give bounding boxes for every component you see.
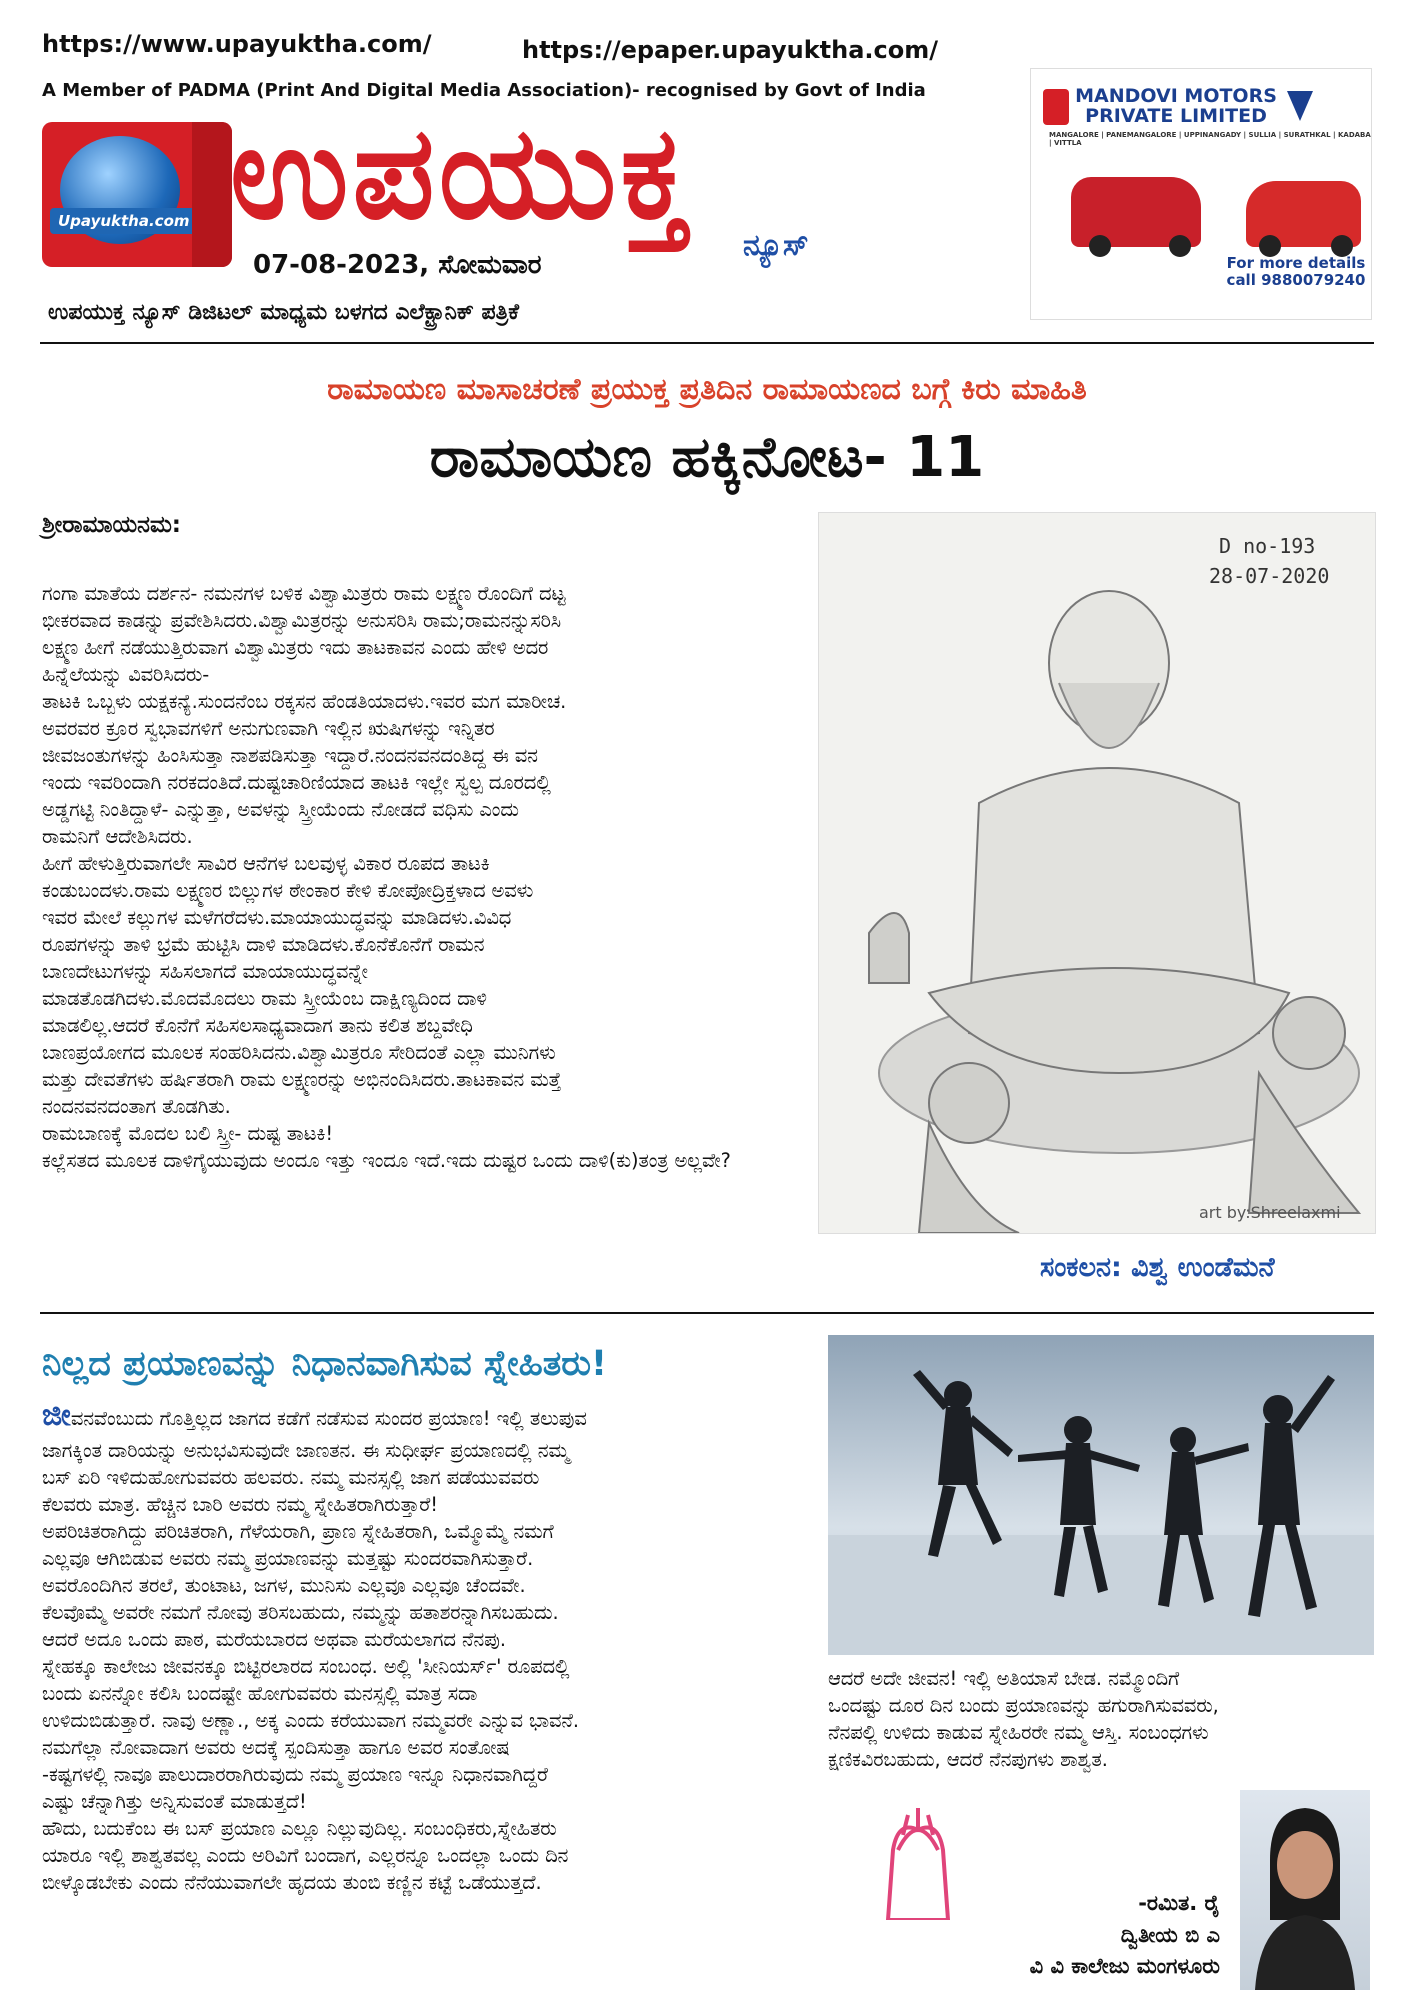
article2-closing — [828, 1665, 1374, 1773]
drop-cap: ಜೀ — [42, 1398, 71, 1433]
body-line: ತಾಟಕಿ ಒಬ್ಬಳು ಯಕ್ಷಕನ್ಯೆ.ಸುಂದನೆಂಬ ರಕ್ಕಸನ ಹೆಂಡತಿಯಾದಳು.ಇವರ ಮಗ ಮಾರೀಚ. — [42, 690, 567, 714]
body-line: ಸ್ನೇಹಕ್ಕೂ ಕಾಲೇಜು ಜೀವನಕ್ಕೂ ಬಿಟ್ಟಿರಲಾರದ ಸಂಬಂಧ. ಅಲ್ಲಿ 'ಸೀನಿಯರ್ಸ್' ರೂಪದಲ್ಲಿ — [42, 1655, 570, 1679]
website-link[interactable]: https://www.upayuktha.com/ — [42, 30, 432, 58]
header-divider — [40, 342, 1374, 344]
ad-branches: MANGALORE | PANEMANGALORE | UPPINANGADY | SULLIA | SURATHKAL | KADABA | VITTLA — [1049, 131, 1371, 147]
body-line: ಆದರೆ ಅದೂ ಒಂದು ಪಾಠ, ಮರೆಯಬಾರದ ಅಥವಾ ಮರೆಯಲಾಗದ ನೆನಪು. — [42, 1628, 506, 1652]
issue-date: 07-08-2023, ಸೋಮವಾರ — [253, 250, 542, 280]
body-line: ಅವರವರ ಕ್ರೂರ ಸ್ವಭಾವಗಳಿಗೆ ಅನುಗುಣವಾಗಿ ಇಲ್ಲಿನ ಋಷಿಗಳನ್ನು ಇನ್ನಿತರ — [42, 717, 495, 741]
body-line: ರೂಪಗಳನ್ನು ತಾಳಿ ಭ್ರಮೆ ಹುಟ್ಟಿಸಿ ದಾಳಿ ಮಾಡಿದಳು.ಕೊನೆಕೊನೆಗೆ ರಾಮನ — [42, 933, 485, 957]
body-line: ಹೌದು, ಬದುಕೆಂಬ ಈ ಬಸ್ ಪ್ರಯಾಣ ಎಲ್ಲೂ ನಿಲ್ಲುವುದಿಲ್ಲ. ಸಂಬಂಧಿಕರು,ಸ್ನೇಹಿತರು — [42, 1817, 557, 1841]
body-line: ನಂದನವನದಂತಾಗ ತೊಡಗಿತು. — [42, 1095, 231, 1119]
sage-sketch-image — [818, 512, 1376, 1234]
article2-body — [42, 1395, 817, 1896]
advertisement[interactable] — [1030, 68, 1372, 320]
body-line: ರಾಮನಿಗೆ ಆದೇಶಿಸಿದರು. — [42, 825, 193, 849]
body-line: ಉಳಿದುಬಿಡುತ್ತಾರೆ. ನಾವು ಅಣ್ಣಾ., ಅಕ್ಕ ಎಂದು ಕರೆಯುವಾಗ ನಮ್ಮವರೇ ಎನ್ನುವ ಭಾವನೆ. — [42, 1709, 580, 1733]
ad-brand: MANDOVI MOTORS PRIVATE LIMITED — [1075, 85, 1277, 127]
author-name: -ರಮಿತ. ರೈ — [1138, 1891, 1220, 1915]
member-line: A Member of PADMA (Print And Digital Media Association)- recognised by Govt of India — [42, 80, 926, 101]
body-line: ಲಕ್ಷ್ಮಣ ಹೀಗೆ ನಡೆಯುತ್ತಿರುವಾಗ ವಿಶ್ವಾಮಿತ್ರರು ಇದು ತಾಟಕಾವನ ಎಂದು ಹೇಳಿ ಅದರ — [42, 636, 549, 660]
joined-hands-icon — [858, 1790, 978, 1920]
sketch-illustration — [819, 513, 1375, 1233]
ad-call-to-action: For more details call 9880079240 — [1226, 254, 1366, 289]
body-line: ಹಿನ್ನೆಲೆಯನ್ನು ವಿವರಿಸಿದರು- — [42, 663, 210, 687]
body-line: ಯಾರೂ ಇಲ್ಲಿ ಶಾಶ್ವತವಲ್ಲ ಎಂದು ಅರಿವಿಗೆ ಬಂದಾಗ, ಎಲ್ಲರನ್ನೂ ಒಂದಲ್ಲಾ ಒಂದು ದಿನ — [42, 1844, 569, 1868]
author-class: ದ್ವಿತೀಯ ಬಿ ಎ — [1120, 1922, 1220, 1947]
epaper-link[interactable]: https://epaper.upayuktha.com/ — [522, 36, 939, 64]
body-line: ಎಷ್ಟು ಚೆನ್ನಾಗಿತ್ತು ಅನ್ನಿಸುವಂತೆ ಮಾಡುತ್ತದೆ! — [42, 1790, 307, 1814]
body-line: ಗಂಗಾ ಮಾತೆಯ ದರ್ಶನ- ನಮನಗಳ ಬಳಿಕ ವಿಶ್ವಾಮಿತ್ರರು ರಾಮ ಲಕ್ಷ್ಮಣ ರೊಂದಿಗೆ ದಟ್ಟ — [42, 582, 566, 605]
article2-title: ನಿಲ್ಲದ ಪ್ರಯಾಣವನ್ನು ನಿಧಾನವಾಗಿಸುವ ಸ್ನೇಹಿತರು! — [42, 1344, 607, 1384]
body-line: ಮತ್ತು ದೇವತೆಗಳು ಹರ್ಷಿತರಾಗಿ ರಾಮ ಲಕ್ಷ್ಮಣರನ್ನು ಅಭಿನಂದಿಸಿದರು.ತಾಟಕಾವನ ಮತ್ತೆ — [42, 1068, 562, 1092]
author-portrait — [1240, 1790, 1370, 1990]
body-line: ಮಾಡತೊಡಗಿದಳು.ಮೊದಮೊದಲು ರಾಮ ಸ್ತ್ರೀಯೆಂಬ ದಾಕ್ಷಿಣ್ಯದಿಂದ ದಾಳಿ — [42, 987, 487, 1011]
body-line: ಬಂದು ಏನನ್ನೋ ಕಲಿಸಿ ಬಂದಷ್ಟೇ ಹೋಗುವವರು ಮನಸ್ಸಲ್ಲಿ ಮಾತ್ರ ಸದಾ — [42, 1682, 478, 1706]
friends-photo — [828, 1335, 1374, 1655]
body-line: ಕೆಲವೊಮ್ಮೆ ಅವರೇ ನಮಗೆ ನೋವು ತರಿಸಬಹುದು, ನಮ್ಮನ್ನು ಹತಾಶರನ್ನಾಗಿಸಬಹುದು. — [42, 1601, 559, 1625]
sketch-number: D no-193 — [1219, 534, 1316, 558]
body-line: ಹೀಗೆ ಹೇಳುತ್ತಿರುವಾಗಲೇ ಸಾವಿರ ಆನೆಗಳ ಬಲವುಳ್ಳ ವಿಕಾರ ರೂಪದ ತಾಟಕಿ — [42, 852, 490, 876]
body-line: ಅಡ್ಡಗಟ್ಟಿ ನಿಂತಿದ್ದಾಳೆ- ಎನ್ನುತ್ತಾ, ಅವಳನ್ನು ಸ್ತ್ರೀಯೆಂದು ನೋಡದೆ ವಧಿಸು ಎಂದು — [42, 798, 519, 822]
body-line: ಕ್ಷಣಿಕವಿರಬಹುದು, ಆದರೆ ನೆನಪುಗಳು ಶಾಶ್ವತ. — [828, 1748, 1108, 1772]
body-line: ಒಂದಷ್ಟು ದೂರ ದಿನ ಬಂದು ಪ್ರಯಾಣವನ್ನು ಹಗುರಾಗಿಸುವವರು, — [828, 1694, 1219, 1718]
body-line: ಬೀಳ್ಕೊಡಬೇಕು ಎಂದು ನೆನೆಯುವಾಗಲೇ ಹೃದಯ ತುಂಬಿ ಕಣ್ಣಿನ ಕಟ್ಟೆ ಒಡೆಯುತ್ತದೆ. — [42, 1871, 542, 1895]
author-college: ವಿ ವಿ ಕಾಲೇಜು ಮಂಗಳೂರು — [1029, 1954, 1220, 1978]
logo-label: Upayuktha.com — [50, 208, 198, 234]
article-body — [42, 580, 817, 1174]
body-line: ಮಾಡಲಿಲ್ಲ.ಆದರೆ ಕೊನೆಗೆ ಸಹಿಸಲಸಾಧ್ಯವಾದಾಗ ತಾನು ಕಲಿತ ಶಬ್ದವೇಧಿ — [42, 1014, 473, 1038]
compiled-by: ಸಂಕಲನ: ವಿಶ್ವ ಉಂಡೆಮನೆ — [1040, 1252, 1275, 1283]
body-line: ರಾಮಬಾಣಕ್ಕೆ ಮೊದಲ ಬಲಿ ಸ್ತ್ರೀ- ದುಷ್ಟ ತಾಟಕಿ! — [42, 1122, 334, 1146]
body-line: ಜೀವನವೆಂಬುದು ಗೊತ್ತಿಲ್ಲದ ಜಾಗದ ಕಡೆಗೆ ನಡೆಸುವ ಸುಂದರ ಪ್ರಯಾಣ! ಇಲ್ಲಿ ತಲುಪುವ — [42, 1398, 587, 1433]
suzuki-logo-icon — [1287, 91, 1313, 121]
body-line: ಬಾಣಪ್ರಯೋಗದ ಮೂಲಕ ಸಂಹರಿಸಿದನು.ವಿಶ್ವಾಮಿತ್ರರೂ ಸೇರಿದಂತೆ ಎಲ್ಲಾ ಮುನಿಗಳು — [42, 1041, 556, 1065]
body-line: ಬಾಣದೇಟುಗಳನ್ನು ಸಹಿಸಲಾಗದೆ ಮಾಯಾಯುದ್ಧವನ್ನೇ — [42, 960, 368, 984]
body-line: ಇವರ ಮೇಲೆ ಕಲ್ಲುಗಳ ಮಳೆಗರೆದಳು.ಮಾಯಾಯುದ್ಧವನ್ನು ಮಾಡಿದಳು.ವಿವಿಧ — [42, 906, 512, 930]
artist-signature: art by:Shreelaxmi — [1199, 1203, 1341, 1222]
body-line: ಬಸ್ ಏರಿ ಇಳಿದುಹೋಗುವವರು ಹಲವರು. ನಮ್ಮ ಮನಸ್ಸಲ್ಲಿ ಜಾಗ ಪಡೆಯುವವರು — [42, 1466, 540, 1490]
body-line: ಕಲ್ಲೆಸತದ ಮೂಲಕ ದಾಳಿಗೈಯುವುದು ಅಂದೂ ಇತ್ತು ಇಂದೂ ಇದೆ.ಇದು ದುಷ್ಟರ ಒಂದು ದಾಳಿ(ಕು)ತಂತ್ರ ಅಲ್ಲವೇ? — [42, 1149, 731, 1173]
author-block — [1010, 1888, 1220, 1983]
body-line: -ಕಷ್ಟಗಳಲ್ಲಿ ನಾವೂ ಪಾಲುದಾರರಾಗಿರುವುದು ನಮ್ಮ ಪ್ರಯಾಣ ಇನ್ನೂ ನಿಧಾನವಾಗಿದ್ದರೆ — [42, 1763, 548, 1787]
body-line: ಕಂಡುಬಂದಳು.ರಾಮ ಲಕ್ಷ್ಮಣರ ಬಿಲ್ಲುಗಳ ಠೇಂಕಾರ ಕೇಳಿ ಕೋಪೋದ್ರಿಕ್ತಳಾದ ಅವಳು — [42, 879, 534, 903]
body-line: ಆದರೆ ಅದೇ ಜೀವನ! ಇಲ್ಲಿ ಅತಿಯಾಸೆ ಬೇಡ. ನಮ್ಮೊಂದಿಗೆ — [828, 1667, 1180, 1690]
tagline: ಉಪಯುಕ್ತ ನ್ಯೂಸ್ ಡಿಜಿಟಲ್ ಮಾಧ್ಯಮ ಬಳಗದ ಎಲೆಕ್ಟ್ರಾನಿಕ್ ಪತ್ರಿಕೆ — [48, 300, 519, 325]
body-line: ಇಂದು ಇವರಿಂದಾಗಿ ನರಕದಂತಿದೆ.ದುಷ್ಟಚಾರಿಣಿಯಾದ ತಾಟಕಿ ಇಲ್ಲೇ ಸ್ವಲ್ಪ ದೂರದಲ್ಲಿ — [42, 771, 551, 795]
body-line: ಅವರೊಂದಿಗಿನ ತರಲೆ, ತುಂಟಾಟ, ಜಗಳ, ಮುನಿಸು ಎಲ್ಲವೂ ಎಲ್ಲವೂ ಚೆಂದವೇ. — [42, 1574, 526, 1598]
mandovi-logo-icon — [1043, 89, 1069, 125]
body-line: ಜೀವಜಂತುಗಳನ್ನು ಹಿಂಸಿಸುತ್ತಾ ನಾಶಪಡಿಸುತ್ತಾ ಇದ್ದಾರೆ.ನಂದನವನದಂತಿದ್ದ ಈ ವನ — [42, 744, 538, 768]
series-title: ರಾಮಾಯಣ ಮಾಸಾಚರಣೆ ಪ್ರಯುಕ್ತ ಪ್ರತಿದಿನ ರಾಮಾಯಣದ ಬಗ್ಗೆ ಕಿರು ಮಾಹಿತಿ — [327, 372, 1087, 407]
body-line: ಎಲ್ಲವೂ ಆಗಿಬಿಡುವ ಅವರು ನಮ್ಮ ಪ್ರಯಾಣವನ್ನು ಮತ್ತಷ್ಟು ಸುಂದರವಾಗಿಸುತ್ತಾರೆ. — [42, 1547, 534, 1571]
body-line: ಭೀಕರವಾದ ಕಾಡನ್ನು ಪ್ರವೇಶಿಸಿದರು.ವಿಶ್ವಾಮಿತ್ರರನ್ನು ಅನುಸರಿಸಿ ರಾಮ;ರಾಮನನ್ನುಸರಿಸಿ — [42, 609, 561, 633]
body-line: ನಮಗೆಲ್ಲಾ ನೋವಾದಾಗ ಅವರು ಅದಕ್ಕೆ ಸ್ಪಂದಿಸುತ್ತಾ ಹಾಗೂ ಅವರ ಸಂತೋಷ — [42, 1736, 510, 1760]
masthead-title: ಉಪಯುಕ್ತ — [230, 99, 693, 248]
section-divider — [40, 1312, 1374, 1314]
masthead-subtitle: ನ್ಯೂಸ್ — [743, 228, 809, 263]
salutation: ಶ್ರೀರಾಮಾಯನಮ: — [42, 512, 182, 538]
logo-u-block — [42, 122, 232, 267]
sketch-date: 28-07-2020 — [1209, 564, 1330, 588]
body-line: ಕೆಲವರು ಮಾತ್ರ. ಹೆಚ್ಚಿನ ಬಾರಿ ಅವರು ನಮ್ಮ ಸ್ನೇಹಿತರಾಗಿರುತ್ತಾರೆ! — [42, 1493, 438, 1517]
body-line: ಅಪರಿಚಿತರಾಗಿದ್ದು ಪರಿಚಿತರಾಗಿ, ಗೆಳೆಯರಾಗಿ, ಪ್ರಾಣ ಸ್ನೇಹಿತರಾಗಿ, ಒಮ್ಮೊಮ್ಮೆ ನಮಗೆ — [42, 1520, 554, 1544]
body-line: ನೆನಪಲ್ಲಿ ಉಳಿದು ಕಾಡುವ ಸ್ನೇಹಿರರೇ ನಮ್ಮ ಆಸ್ತಿ. ಸಂಬಂಧಗಳು — [828, 1721, 1209, 1745]
body-line: ಜಾಗಕ್ಕಿಂತ ದಾರಿಯನ್ನು ಅನುಭವಿಸುವುದೇ ಜಾಣತನ. ಈ ಸುಧೀರ್ಘ ಪ್ರಯಾಣದಲ್ಲಿ ನಮ್ಮ — [42, 1439, 570, 1462]
friends-silhouette-image — [828, 1335, 1374, 1655]
article-headline: ರಾಮಾಯಣ ಹಕ್ಕಿನೋಟ- 11 — [429, 425, 985, 490]
